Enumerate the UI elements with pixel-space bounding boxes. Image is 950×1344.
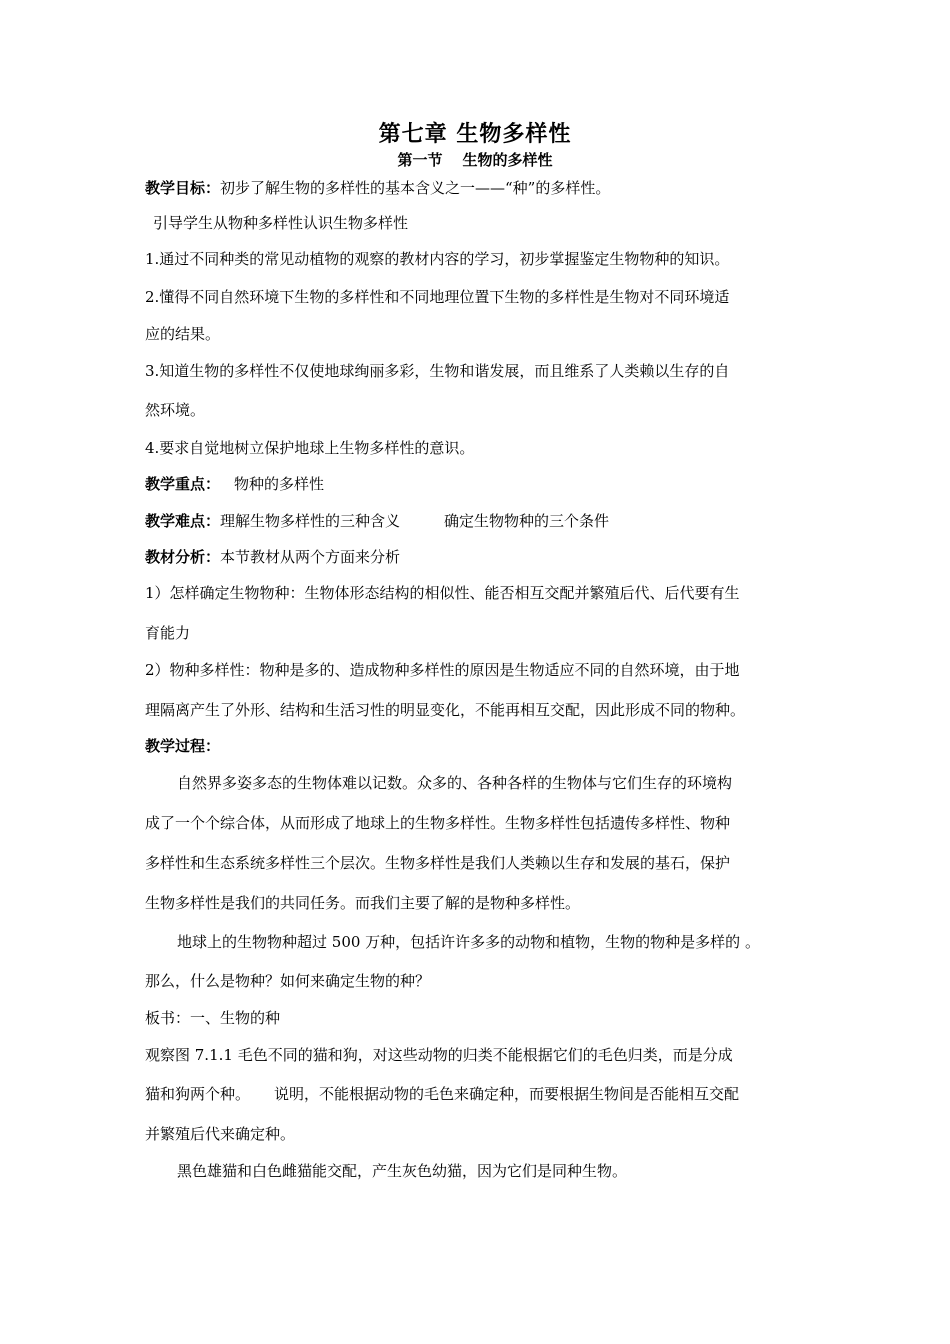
difficulty-line: [145, 510, 825, 532]
process-label: 教学过程：: [145, 737, 221, 755]
analysis-label: 教材分析：: [145, 548, 221, 566]
observe-line-1: 观察图 7.1.1 毛色不同的猫和狗，对这些动物的归类不能根据它们的毛色归类，而是分成: [145, 1046, 733, 1064]
section-number: 第一节: [397, 151, 443, 169]
paragraph-1-line-1: 自然界多姿多态的生物体难以记数。众多的、各种各样的生物体与它们生存的环境构: [177, 774, 733, 792]
analysis-2-line-2: 理隔离产生了外形、结构和生活习性的明显变化，不能再相互交配，因此形成不同的物种。: [145, 701, 746, 719]
chapter-title: 第七章 生物多样性: [378, 122, 572, 147]
key-point-line: [145, 473, 825, 495]
difficulty-label: 教学难点：: [145, 512, 221, 530]
observe-line-2: [145, 1083, 825, 1105]
paragraph-2-line-1: 地球上的生物物种超过 500 万种，包括许许多多的动物和植物，生物的物种是多样的 。: [177, 933, 760, 951]
objective-item-2-line-2: 应的结果。: [145, 325, 221, 343]
difficulty-text-b: 确定生物物种的三个条件: [444, 512, 610, 530]
analysis-line: [145, 546, 825, 568]
analysis-1-line-2: 育能力: [145, 624, 191, 642]
section-title: [0, 149, 950, 171]
key-point-text: 物种的多样性: [234, 475, 325, 493]
guide-line: 引导学生从物种多样性认识生物多样性: [153, 214, 409, 232]
observe-line-2-a: 猫和狗两个种。: [145, 1085, 251, 1103]
objective-item-2-line-1: 2.懂得不同自然环境下生物的多样性和不同地理位置下生物的多样性是生物对不同环境适: [145, 288, 730, 306]
observe-line-3: 并繁殖后代来确定种。: [145, 1125, 296, 1143]
objective-item-3-line-1: 3.知道生物的多样性不仅使地球绚丽多彩，生物和谐发展，而且维系了人类赖以生存的自: [145, 362, 730, 380]
analysis-1-line-1: 1）怎样确定生物物种：生物体形态结构的相似性、能否相互交配并繁殖后代、后代要有生: [145, 584, 740, 602]
paragraph-3: 黑色雄猫和白色雌猫能交配，产生灰色幼猫，因为它们是同种生物。: [177, 1162, 628, 1180]
objectives-label: 教学目标：: [145, 179, 221, 197]
analysis-2-line-1: 2）物种多样性：物种是多的、造成物种多样性的原因是生物适应不同的自然环境，由于地: [145, 661, 740, 679]
board-note: 板书：一、生物的种: [145, 1009, 281, 1027]
section-name: 生物的多样性: [462, 151, 553, 169]
paragraph-2-line-2: 那么，什么是物种？如何来确定生物的种？: [145, 972, 431, 990]
objective-item-3-line-2: 然环境。: [145, 401, 206, 419]
paragraph-1-line-4: 生物多样性是我们的共同任务。而我们主要了解的是物种多样性。: [145, 894, 581, 912]
difficulty-text-a: 理解生物多样性的三种含义: [220, 512, 401, 530]
key-point-label: 教学重点：: [145, 475, 221, 493]
objectives-line: [145, 177, 825, 199]
analysis-text: 本节教材从两个方面来分析: [220, 548, 401, 566]
paragraph-1-line-3: 多样性和生态系统多样性三个层次。生物多样性是我们人类赖以生存和发展的基石，保护: [145, 854, 731, 872]
objective-item-1: 1.通过不同种类的常见动植物的观察的教材内容的学习，初步掌握鉴定生物物种的知识。: [145, 250, 730, 268]
objectives-text: 初步了解生物的多样性的基本含义之一——“种”的多样性。: [220, 179, 611, 197]
objective-item-4: 4.要求自觉地树立保护地球上生物多样性的意识。: [145, 439, 475, 457]
observe-line-2-b: 说明，不能根据动物的毛色来确定种，而要根据生物间是否能相互交配: [274, 1085, 740, 1103]
paragraph-1-line-2: 成了一个个综合体，从而形成了地球上的生物多样性。生物多样性包括遗传多样性、物种: [145, 814, 731, 832]
